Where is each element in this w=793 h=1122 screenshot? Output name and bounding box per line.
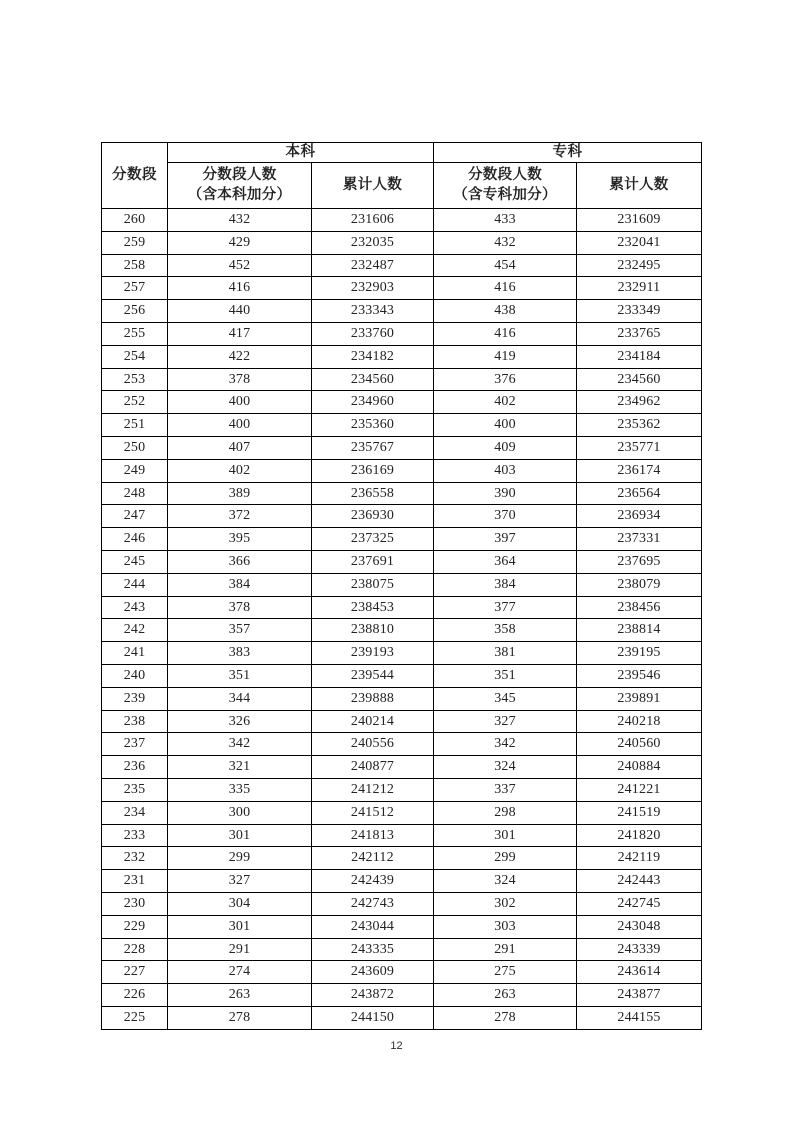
undergrad-band-count-line2: （含本科加分） (187, 186, 292, 203)
cell-undergrad-band-count: 432 (168, 209, 312, 232)
cell-vocational-band-count: 454 (434, 254, 577, 277)
cell-vocational-band-count: 342 (434, 733, 577, 756)
cell-undergrad-band-count: 389 (168, 482, 312, 505)
cell-undergrad-cumulative: 239193 (312, 642, 434, 665)
cell-undergrad-band-count: 407 (168, 436, 312, 459)
cell-undergrad-band-count: 327 (168, 870, 312, 893)
table-body (102, 209, 702, 1030)
cell-vocational-cumulative: 242443 (577, 870, 702, 893)
score-distribution-table (101, 142, 702, 1030)
table-row (102, 300, 702, 323)
cell-undergrad-cumulative: 243872 (312, 984, 434, 1007)
table-row (102, 550, 702, 573)
cell-score-band: 243 (102, 596, 168, 619)
cell-score-band: 251 (102, 414, 168, 437)
table-row (102, 231, 702, 254)
cell-vocational-cumulative: 233765 (577, 322, 702, 345)
cell-score-band: 233 (102, 824, 168, 847)
table-row (102, 277, 702, 300)
cell-vocational-cumulative: 233349 (577, 300, 702, 323)
table-row (102, 505, 702, 528)
table-row (102, 892, 702, 915)
cell-undergrad-band-count: 278 (168, 1006, 312, 1029)
cell-undergrad-band-count: 344 (168, 687, 312, 710)
table-row (102, 915, 702, 938)
cell-vocational-band-count: 345 (434, 687, 577, 710)
cell-vocational-cumulative: 232495 (577, 254, 702, 277)
cell-vocational-band-count: 438 (434, 300, 577, 323)
cell-score-band: 259 (102, 231, 168, 254)
cell-vocational-cumulative: 242119 (577, 847, 702, 870)
cell-vocational-band-count: 263 (434, 984, 577, 1007)
cell-undergrad-band-count: 301 (168, 915, 312, 938)
cell-score-band: 241 (102, 642, 168, 665)
table-row (102, 619, 702, 642)
table-row (102, 870, 702, 893)
cell-score-band: 239 (102, 687, 168, 710)
cell-vocational-cumulative: 239546 (577, 664, 702, 687)
table-row (102, 459, 702, 482)
score-distribution-table-container (101, 142, 701, 1030)
cell-undergrad-cumulative: 236558 (312, 482, 434, 505)
cell-vocational-band-count: 291 (434, 938, 577, 961)
table-row (102, 642, 702, 665)
cell-undergrad-band-count: 429 (168, 231, 312, 254)
cell-vocational-band-count: 337 (434, 778, 577, 801)
table-row (102, 984, 702, 1007)
cell-undergrad-band-count: 400 (168, 391, 312, 414)
cell-undergrad-cumulative: 232903 (312, 277, 434, 300)
cell-undergrad-cumulative: 234182 (312, 345, 434, 368)
cell-score-band: 248 (102, 482, 168, 505)
cell-vocational-band-count: 416 (434, 322, 577, 345)
cell-vocational-cumulative: 243339 (577, 938, 702, 961)
cell-undergrad-cumulative: 242439 (312, 870, 434, 893)
table-row (102, 824, 702, 847)
cell-vocational-band-count: 402 (434, 391, 577, 414)
cell-vocational-cumulative: 240560 (577, 733, 702, 756)
cell-undergrad-band-count: 299 (168, 847, 312, 870)
cell-vocational-band-count: 358 (434, 619, 577, 642)
cell-vocational-band-count: 432 (434, 231, 577, 254)
cell-score-band: 230 (102, 892, 168, 915)
cell-undergrad-band-count: 357 (168, 619, 312, 642)
cell-score-band: 231 (102, 870, 168, 893)
cell-vocational-cumulative: 236934 (577, 505, 702, 528)
cell-vocational-cumulative: 239195 (577, 642, 702, 665)
cell-score-band: 258 (102, 254, 168, 277)
cell-vocational-cumulative: 234962 (577, 391, 702, 414)
table-row (102, 209, 702, 232)
table-row (102, 573, 702, 596)
cell-vocational-cumulative: 244155 (577, 1006, 702, 1029)
cell-vocational-band-count: 324 (434, 870, 577, 893)
cell-vocational-cumulative: 232911 (577, 277, 702, 300)
cell-score-band: 228 (102, 938, 168, 961)
column-header-undergrad-band-count (168, 163, 312, 209)
cell-vocational-cumulative: 243614 (577, 961, 702, 984)
cell-undergrad-cumulative: 233760 (312, 322, 434, 345)
cell-vocational-cumulative: 243048 (577, 915, 702, 938)
cell-vocational-cumulative: 239891 (577, 687, 702, 710)
cell-undergrad-band-count: 366 (168, 550, 312, 573)
cell-undergrad-band-count: 291 (168, 938, 312, 961)
table-row (102, 778, 702, 801)
cell-vocational-band-count: 397 (434, 528, 577, 551)
table-row (102, 961, 702, 984)
cell-vocational-band-count: 299 (434, 847, 577, 870)
column-header-vocational-cumulative: 累计人数 (577, 163, 702, 209)
column-group-header-vocational: 专科 (434, 143, 702, 163)
cell-undergrad-cumulative: 241512 (312, 801, 434, 824)
cell-undergrad-band-count: 402 (168, 459, 312, 482)
cell-undergrad-band-count: 342 (168, 733, 312, 756)
cell-vocational-band-count: 390 (434, 482, 577, 505)
cell-vocational-cumulative: 237331 (577, 528, 702, 551)
cell-undergrad-cumulative: 239544 (312, 664, 434, 687)
table-row (102, 847, 702, 870)
cell-vocational-cumulative: 240218 (577, 710, 702, 733)
cell-score-band: 257 (102, 277, 168, 300)
cell-undergrad-band-count: 372 (168, 505, 312, 528)
cell-score-band: 242 (102, 619, 168, 642)
table-row (102, 756, 702, 779)
cell-vocational-band-count: 298 (434, 801, 577, 824)
cell-undergrad-cumulative: 236930 (312, 505, 434, 528)
cell-undergrad-band-count: 383 (168, 642, 312, 665)
table-row (102, 322, 702, 345)
cell-score-band: 226 (102, 984, 168, 1007)
cell-undergrad-band-count: 351 (168, 664, 312, 687)
cell-score-band: 256 (102, 300, 168, 323)
cell-score-band: 253 (102, 368, 168, 391)
cell-undergrad-band-count: 378 (168, 368, 312, 391)
cell-score-band: 237 (102, 733, 168, 756)
cell-score-band: 246 (102, 528, 168, 551)
cell-score-band: 249 (102, 459, 168, 482)
cell-undergrad-band-count: 422 (168, 345, 312, 368)
cell-score-band: 252 (102, 391, 168, 414)
cell-undergrad-cumulative: 243609 (312, 961, 434, 984)
cell-vocational-band-count: 381 (434, 642, 577, 665)
cell-vocational-cumulative: 234184 (577, 345, 702, 368)
cell-undergrad-band-count: 417 (168, 322, 312, 345)
cell-vocational-cumulative: 241820 (577, 824, 702, 847)
cell-vocational-cumulative: 231609 (577, 209, 702, 232)
cell-score-band: 232 (102, 847, 168, 870)
cell-score-band: 255 (102, 322, 168, 345)
table-header-sub-row (102, 163, 702, 209)
cell-vocational-band-count: 302 (434, 892, 577, 915)
cell-vocational-cumulative: 238456 (577, 596, 702, 619)
cell-undergrad-cumulative: 236169 (312, 459, 434, 482)
cell-vocational-cumulative: 235771 (577, 436, 702, 459)
cell-vocational-cumulative: 241221 (577, 778, 702, 801)
cell-undergrad-band-count: 440 (168, 300, 312, 323)
table-row (102, 801, 702, 824)
table-row (102, 414, 702, 437)
cell-undergrad-cumulative: 238810 (312, 619, 434, 642)
cell-vocational-band-count: 301 (434, 824, 577, 847)
cell-undergrad-cumulative: 232487 (312, 254, 434, 277)
cell-score-band: 227 (102, 961, 168, 984)
cell-undergrad-band-count: 384 (168, 573, 312, 596)
table-row (102, 368, 702, 391)
cell-score-band: 234 (102, 801, 168, 824)
cell-undergrad-band-count: 300 (168, 801, 312, 824)
vocational-band-count-line1: 分数段人数 (468, 167, 542, 184)
table-row (102, 596, 702, 619)
cell-vocational-band-count: 433 (434, 209, 577, 232)
cell-undergrad-cumulative: 240556 (312, 733, 434, 756)
cell-undergrad-cumulative: 242112 (312, 847, 434, 870)
cell-undergrad-cumulative: 239888 (312, 687, 434, 710)
cell-undergrad-band-count: 335 (168, 778, 312, 801)
cell-score-band: 229 (102, 915, 168, 938)
cell-vocational-band-count: 370 (434, 505, 577, 528)
cell-undergrad-band-count: 321 (168, 756, 312, 779)
table-row (102, 710, 702, 733)
cell-score-band: 254 (102, 345, 168, 368)
table-row (102, 436, 702, 459)
cell-vocational-cumulative: 238079 (577, 573, 702, 596)
cell-undergrad-cumulative: 234960 (312, 391, 434, 414)
cell-vocational-band-count: 275 (434, 961, 577, 984)
cell-undergrad-cumulative: 241813 (312, 824, 434, 847)
column-group-header-undergraduate: 本科 (168, 143, 434, 163)
cell-undergrad-band-count: 452 (168, 254, 312, 277)
cell-undergrad-cumulative: 240214 (312, 710, 434, 733)
cell-undergrad-cumulative: 238453 (312, 596, 434, 619)
cell-score-band: 250 (102, 436, 168, 459)
column-header-vocational-band-count (434, 163, 577, 209)
cell-undergrad-cumulative: 240877 (312, 756, 434, 779)
table-row (102, 664, 702, 687)
cell-undergrad-band-count: 326 (168, 710, 312, 733)
table-row (102, 345, 702, 368)
table-row (102, 482, 702, 505)
cell-undergrad-cumulative: 242743 (312, 892, 434, 915)
cell-vocational-cumulative: 243877 (577, 984, 702, 1007)
cell-undergrad-band-count: 378 (168, 596, 312, 619)
table-row (102, 687, 702, 710)
cell-score-band: 245 (102, 550, 168, 573)
cell-vocational-band-count: 364 (434, 550, 577, 573)
cell-undergrad-cumulative: 232035 (312, 231, 434, 254)
cell-vocational-cumulative: 237695 (577, 550, 702, 573)
cell-undergrad-cumulative: 238075 (312, 573, 434, 596)
cell-score-band: 260 (102, 209, 168, 232)
cell-undergrad-cumulative: 231606 (312, 209, 434, 232)
cell-vocational-cumulative: 241519 (577, 801, 702, 824)
page-number: 12 (390, 1040, 403, 1052)
cell-score-band: 238 (102, 710, 168, 733)
cell-undergrad-cumulative: 244150 (312, 1006, 434, 1029)
cell-vocational-cumulative: 236174 (577, 459, 702, 482)
cell-undergrad-band-count: 304 (168, 892, 312, 915)
table-header (102, 143, 702, 209)
cell-vocational-cumulative: 235362 (577, 414, 702, 437)
cell-score-band: 247 (102, 505, 168, 528)
vocational-band-count-line2: （含专科加分） (453, 186, 557, 203)
table-row (102, 733, 702, 756)
cell-vocational-band-count: 409 (434, 436, 577, 459)
cell-score-band: 235 (102, 778, 168, 801)
cell-vocational-band-count: 416 (434, 277, 577, 300)
cell-vocational-band-count: 403 (434, 459, 577, 482)
cell-vocational-cumulative: 236564 (577, 482, 702, 505)
cell-score-band: 236 (102, 756, 168, 779)
cell-undergrad-band-count: 416 (168, 277, 312, 300)
cell-vocational-cumulative: 238814 (577, 619, 702, 642)
table-row (102, 254, 702, 277)
cell-undergrad-cumulative: 235767 (312, 436, 434, 459)
cell-vocational-band-count: 400 (434, 414, 577, 437)
cell-vocational-cumulative: 242745 (577, 892, 702, 915)
cell-vocational-band-count: 384 (434, 573, 577, 596)
cell-vocational-band-count: 351 (434, 664, 577, 687)
cell-undergrad-band-count: 395 (168, 528, 312, 551)
cell-undergrad-cumulative: 234560 (312, 368, 434, 391)
cell-vocational-band-count: 419 (434, 345, 577, 368)
table-row (102, 1006, 702, 1029)
table-row (102, 391, 702, 414)
table-row (102, 938, 702, 961)
column-header-score-band: 分数段 (102, 143, 168, 209)
cell-score-band: 244 (102, 573, 168, 596)
cell-undergrad-cumulative: 243044 (312, 915, 434, 938)
cell-undergrad-cumulative: 237691 (312, 550, 434, 573)
cell-undergrad-cumulative: 243335 (312, 938, 434, 961)
cell-undergrad-band-count: 301 (168, 824, 312, 847)
cell-vocational-band-count: 327 (434, 710, 577, 733)
cell-vocational-band-count: 377 (434, 596, 577, 619)
undergrad-band-count-line1: 分数段人数 (202, 167, 277, 184)
cell-undergrad-band-count: 263 (168, 984, 312, 1007)
table-row (102, 528, 702, 551)
cell-vocational-band-count: 303 (434, 915, 577, 938)
cell-undergrad-band-count: 274 (168, 961, 312, 984)
cell-undergrad-cumulative: 233343 (312, 300, 434, 323)
table-header-group-row (102, 143, 702, 163)
cell-vocational-cumulative: 232041 (577, 231, 702, 254)
cell-vocational-band-count: 324 (434, 756, 577, 779)
cell-vocational-band-count: 278 (434, 1006, 577, 1029)
cell-vocational-band-count: 376 (434, 368, 577, 391)
cell-score-band: 240 (102, 664, 168, 687)
cell-undergrad-cumulative: 237325 (312, 528, 434, 551)
cell-vocational-cumulative: 240884 (577, 756, 702, 779)
cell-undergrad-band-count: 400 (168, 414, 312, 437)
cell-undergrad-cumulative: 235360 (312, 414, 434, 437)
column-header-undergrad-cumulative: 累计人数 (312, 163, 434, 209)
cell-score-band: 225 (102, 1006, 168, 1029)
cell-undergrad-cumulative: 241212 (312, 778, 434, 801)
cell-vocational-cumulative: 234560 (577, 368, 702, 391)
